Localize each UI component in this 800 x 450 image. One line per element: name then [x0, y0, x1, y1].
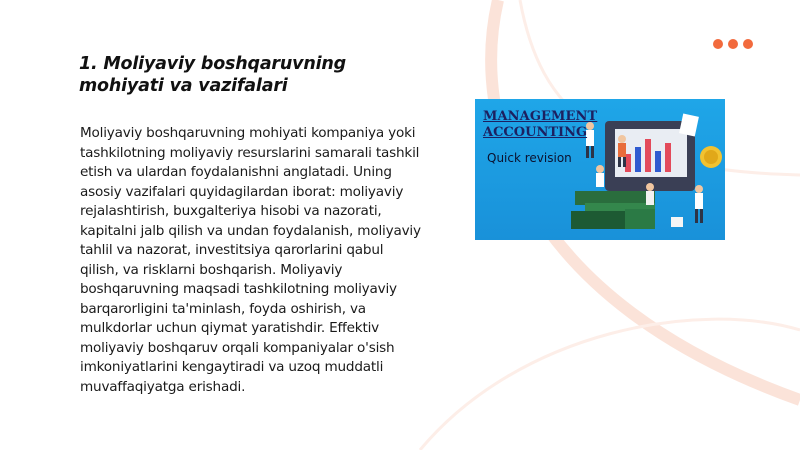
dot: [713, 39, 723, 49]
dot: [728, 39, 738, 49]
slide-body-text: Moliyaviy boshqaruvning mohiyati kompaniya yoki tashkilotning moliyaviy resurslarini samarali tashkil etish va ulardan foydalanishni anglatadi. Uning asosiy vazifalari quyidagilardan iborat: moliyaviy rejalashtirish, buxgalteriya hisobi va nazorati, kapitalni jalb qilish va undan foydalanish, moliyaviy tahlil va nazorat, investitsiya qarorlarini qabul qilish, va risklarni boshqarish. Moliyaviy boshqaruvning maqsadi tashkilotning moliyaviy barqarorligini ta'minlash, foyda oshirish, va mulkdorlar uchun qiymat yaratishdir. Effektiv moliyaviy boshqaruv orqali kompaniyalar o'sish imkoniyatlarini kengaytiradi va uzoq muddatli muvaffaqiyatga erishadi.: [80, 125, 421, 395]
more-dots-icon: [713, 39, 753, 49]
dot: [743, 39, 753, 49]
image-heading-line2: ACCOUNTING: [483, 125, 588, 140]
slide-title: 1. Moliyaviy boshqaruvning mohiyati va vazifalari: [79, 54, 346, 96]
image-heading-line1: MANAGEMENT: [483, 109, 598, 124]
management-accounting-image: [475, 99, 725, 240]
image-subtitle: Quick revision: [487, 151, 572, 165]
